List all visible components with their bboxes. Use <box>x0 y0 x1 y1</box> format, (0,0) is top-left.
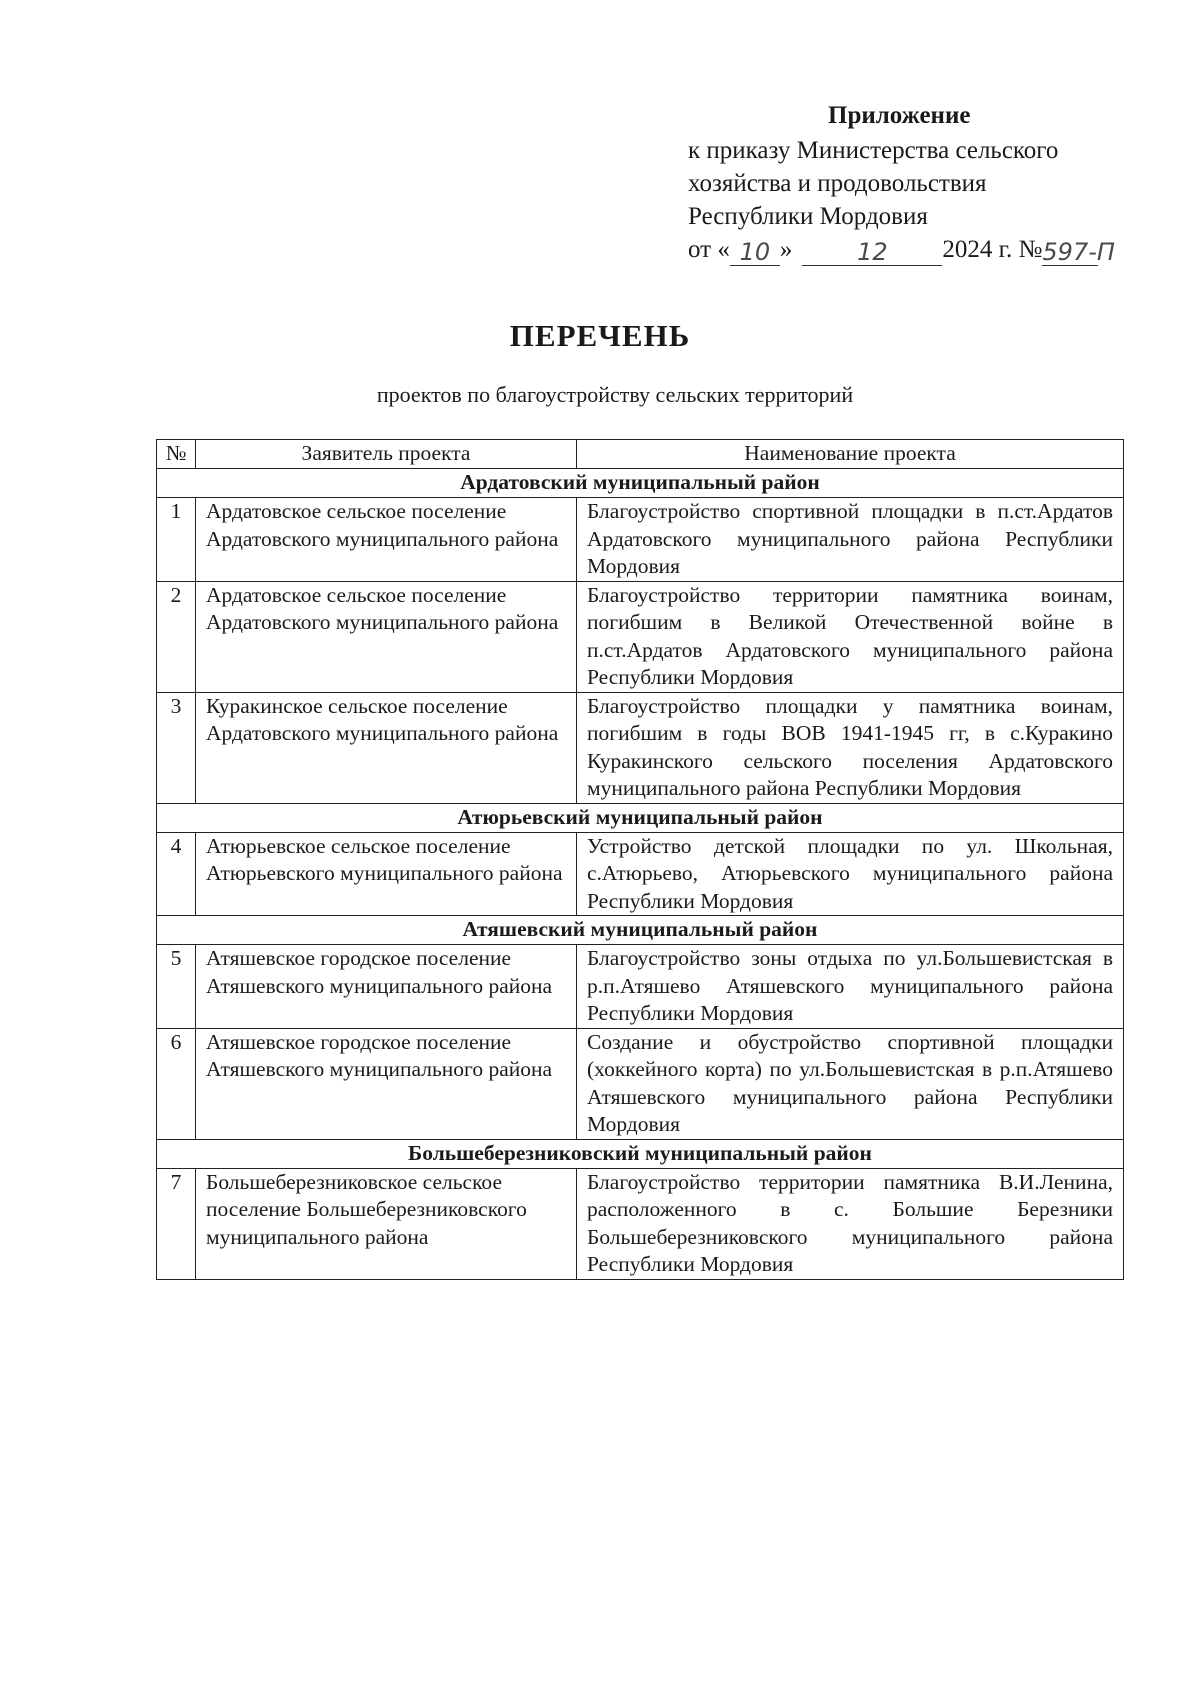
table-row <box>157 1028 1124 1139</box>
row-number: 6 <box>157 1028 196 1139</box>
date-prefix: от « <box>688 236 730 263</box>
appendix-line: хозяйства и продовольствия <box>688 170 987 197</box>
document-title: ПЕРЕЧЕНЬ <box>509 318 691 353</box>
row-number: 2 <box>157 581 196 692</box>
handwritten-day: 10 <box>730 239 780 266</box>
header-number: № <box>157 440 196 469</box>
row-applicant: Атюрьевское сельское поселение Атюрьевского муниципального района <box>196 832 577 916</box>
row-project: Устройство детской площадки по ул. Школьная, с.Атюрьево, Атюрьевского муниципального района Республики Мордовия <box>577 832 1124 916</box>
table-row <box>157 945 1124 1029</box>
table-row <box>157 832 1124 916</box>
district-name: Большеберезниковский муниципальный район <box>157 1139 1124 1168</box>
row-project: Благоустройство зоны отдыха по ул.Большевистская в р.п.Атяшево Атяшевского муниципального района Республики Мордовия <box>577 945 1124 1029</box>
row-project: Благоустройство территории памятника воинам, погибшим в Великой Отечественной войне в п.ст.Ардатов Ардатовского муниципального района Республики Мордовия <box>577 581 1124 692</box>
appendix-block <box>688 98 1128 266</box>
projects-table <box>156 439 1124 1280</box>
district-row <box>157 803 1124 832</box>
table-row <box>157 692 1124 803</box>
row-number: 1 <box>157 498 196 582</box>
table-row <box>157 1168 1124 1279</box>
district-name: Ардатовский муниципальный район <box>157 469 1124 498</box>
district-name: Атяшевский муниципальный район <box>157 916 1124 945</box>
handwritten-month: 12 <box>802 239 942 266</box>
appendix-title: Приложение <box>828 102 971 129</box>
row-project: Благоустройство территории памятника В.И.Ленина, расположенного в с. Большие Березники Большеберезниковского муниципального района Республики Мордовия <box>577 1168 1124 1279</box>
table-header-row <box>157 440 1124 469</box>
row-number: 3 <box>157 692 196 803</box>
district-row <box>157 469 1124 498</box>
document-subtitle: проектов по благоустройству сельских территорий <box>376 382 854 407</box>
header-applicant: Заявитель проекта <box>196 440 577 469</box>
district-row <box>157 1139 1124 1168</box>
row-project: Благоустройство площадки у памятника воинам, погибшим в годы ВОВ 1941-1945 гг, в с.Куракино Куракинского сельского поселения Ардатовского муниципального района Республики Мордовия <box>577 692 1124 803</box>
appendix-line: к приказу Министерства сельского <box>688 137 1059 164</box>
row-number: 5 <box>157 945 196 1029</box>
row-number: 4 <box>157 832 196 916</box>
table-row <box>157 581 1124 692</box>
row-applicant: Атяшевское городское поселение Атяшевского муниципального района <box>196 1028 577 1139</box>
date-year: 2024 г. № <box>942 236 1043 263</box>
row-applicant: Большеберезниковское сельское поселение Большеберезниковского муниципального района <box>196 1168 577 1279</box>
table-row <box>157 498 1124 582</box>
row-project: Создание и обустройство спортивной площадки (хоккейного корта) по ул.Большевистская в р.п.Атяшево Атяшевского муниципального района Республики Мордовия <box>577 1028 1124 1139</box>
row-number: 7 <box>157 1168 196 1279</box>
row-applicant: Атяшевское городское поселение Атяшевского муниципального района <box>196 945 577 1029</box>
row-project: Благоустройство спортивной площадки в п.ст.Ардатов Ардатовского муниципального района Республики Мордовия <box>577 498 1124 582</box>
row-applicant: Куракинское сельское поселение Ардатовского муниципального района <box>196 692 577 803</box>
header-project: Наименование проекта <box>577 440 1124 469</box>
date-mid: » <box>779 236 793 263</box>
handwritten-order-number: 597-П <box>1042 238 1115 266</box>
order-date-line <box>688 233 1128 266</box>
row-applicant: Ардатовское сельское поселение Ардатовского муниципального района <box>196 498 577 582</box>
appendix-line: Республики Мордовия <box>688 203 928 230</box>
district-name: Атюрьевский муниципальный район <box>157 803 1124 832</box>
row-applicant: Ардатовское сельское поселение Ардатовского муниципального района <box>196 581 577 692</box>
district-row <box>157 916 1124 945</box>
